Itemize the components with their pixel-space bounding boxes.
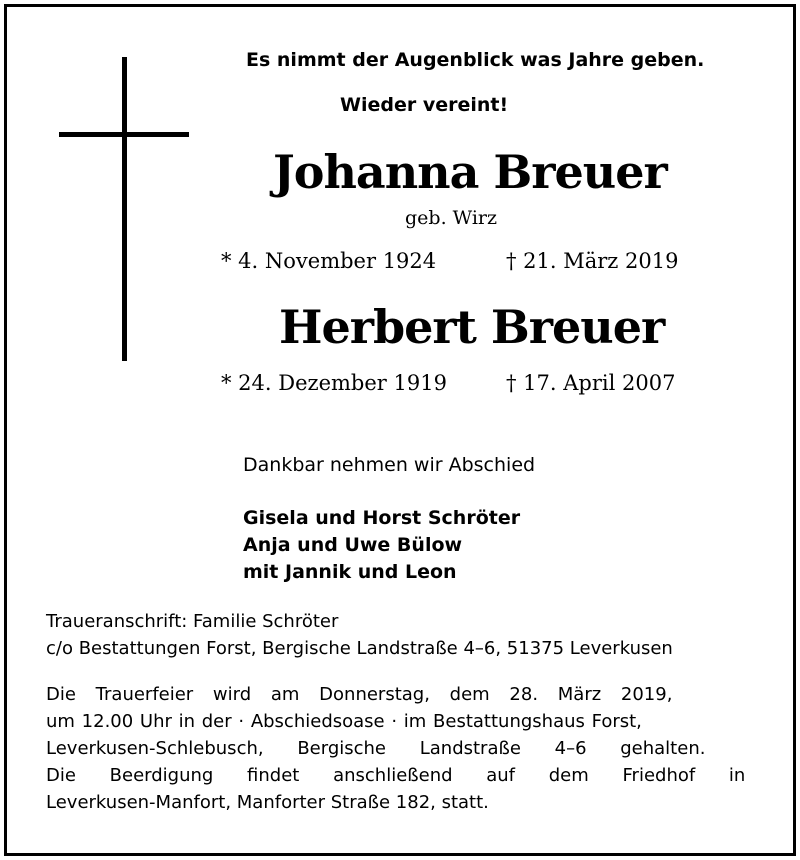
motto: Es nimmt der Augenblick was Jahre geben. xyxy=(246,49,705,71)
cross-icon-horizontal xyxy=(59,132,189,137)
subtitle: Wieder vereint! xyxy=(340,94,509,116)
ceremony-line: Die Trauerfeier wird am Donnerstag, dem 28. März 2019, xyxy=(46,684,673,705)
person2-birth-date: * 24. Dezember 1919 xyxy=(221,371,447,395)
ceremony-line: Die Beerdigung findet anschließend auf dem Friedhof in xyxy=(46,765,746,786)
person1-maiden-name: geb. Wirz xyxy=(405,207,498,229)
person2-death-date: † 17. April 2007 xyxy=(506,371,676,395)
ceremony-line: Leverkusen-Manfort, Manforter Straße 182, statt. xyxy=(46,792,489,813)
cross-icon-vertical xyxy=(122,57,127,361)
person1-birth-date: * 4. November 1924 xyxy=(221,249,437,273)
farewell-text: Dankbar nehmen wir Abschied xyxy=(243,454,536,476)
address-line: Traueranschrift: Familie Schröter xyxy=(46,611,339,632)
person2-name: Herbert Breuer xyxy=(279,300,665,354)
person1-death-date: † 21. März 2019 xyxy=(506,249,679,273)
address-line: c/o Bestattungen Forst, Bergische Landstraße 4–6, 51375 Leverkusen xyxy=(46,638,673,659)
mourner-line: Anja und Uwe Bülow xyxy=(243,534,463,556)
obituary-frame xyxy=(4,4,796,856)
ceremony-line: um 12.00 Uhr in der · Abschiedsoase · im Bestattungshaus Forst, xyxy=(46,711,642,732)
mourner-line: mit Jannik und Leon xyxy=(243,561,457,583)
mourner-line: Gisela und Horst Schröter xyxy=(243,507,521,529)
person1-name: Johanna Breuer xyxy=(273,145,667,199)
ceremony-line: Leverkusen-Schlebusch, Bergische Landstraße 4–6 gehalten. xyxy=(46,738,706,759)
